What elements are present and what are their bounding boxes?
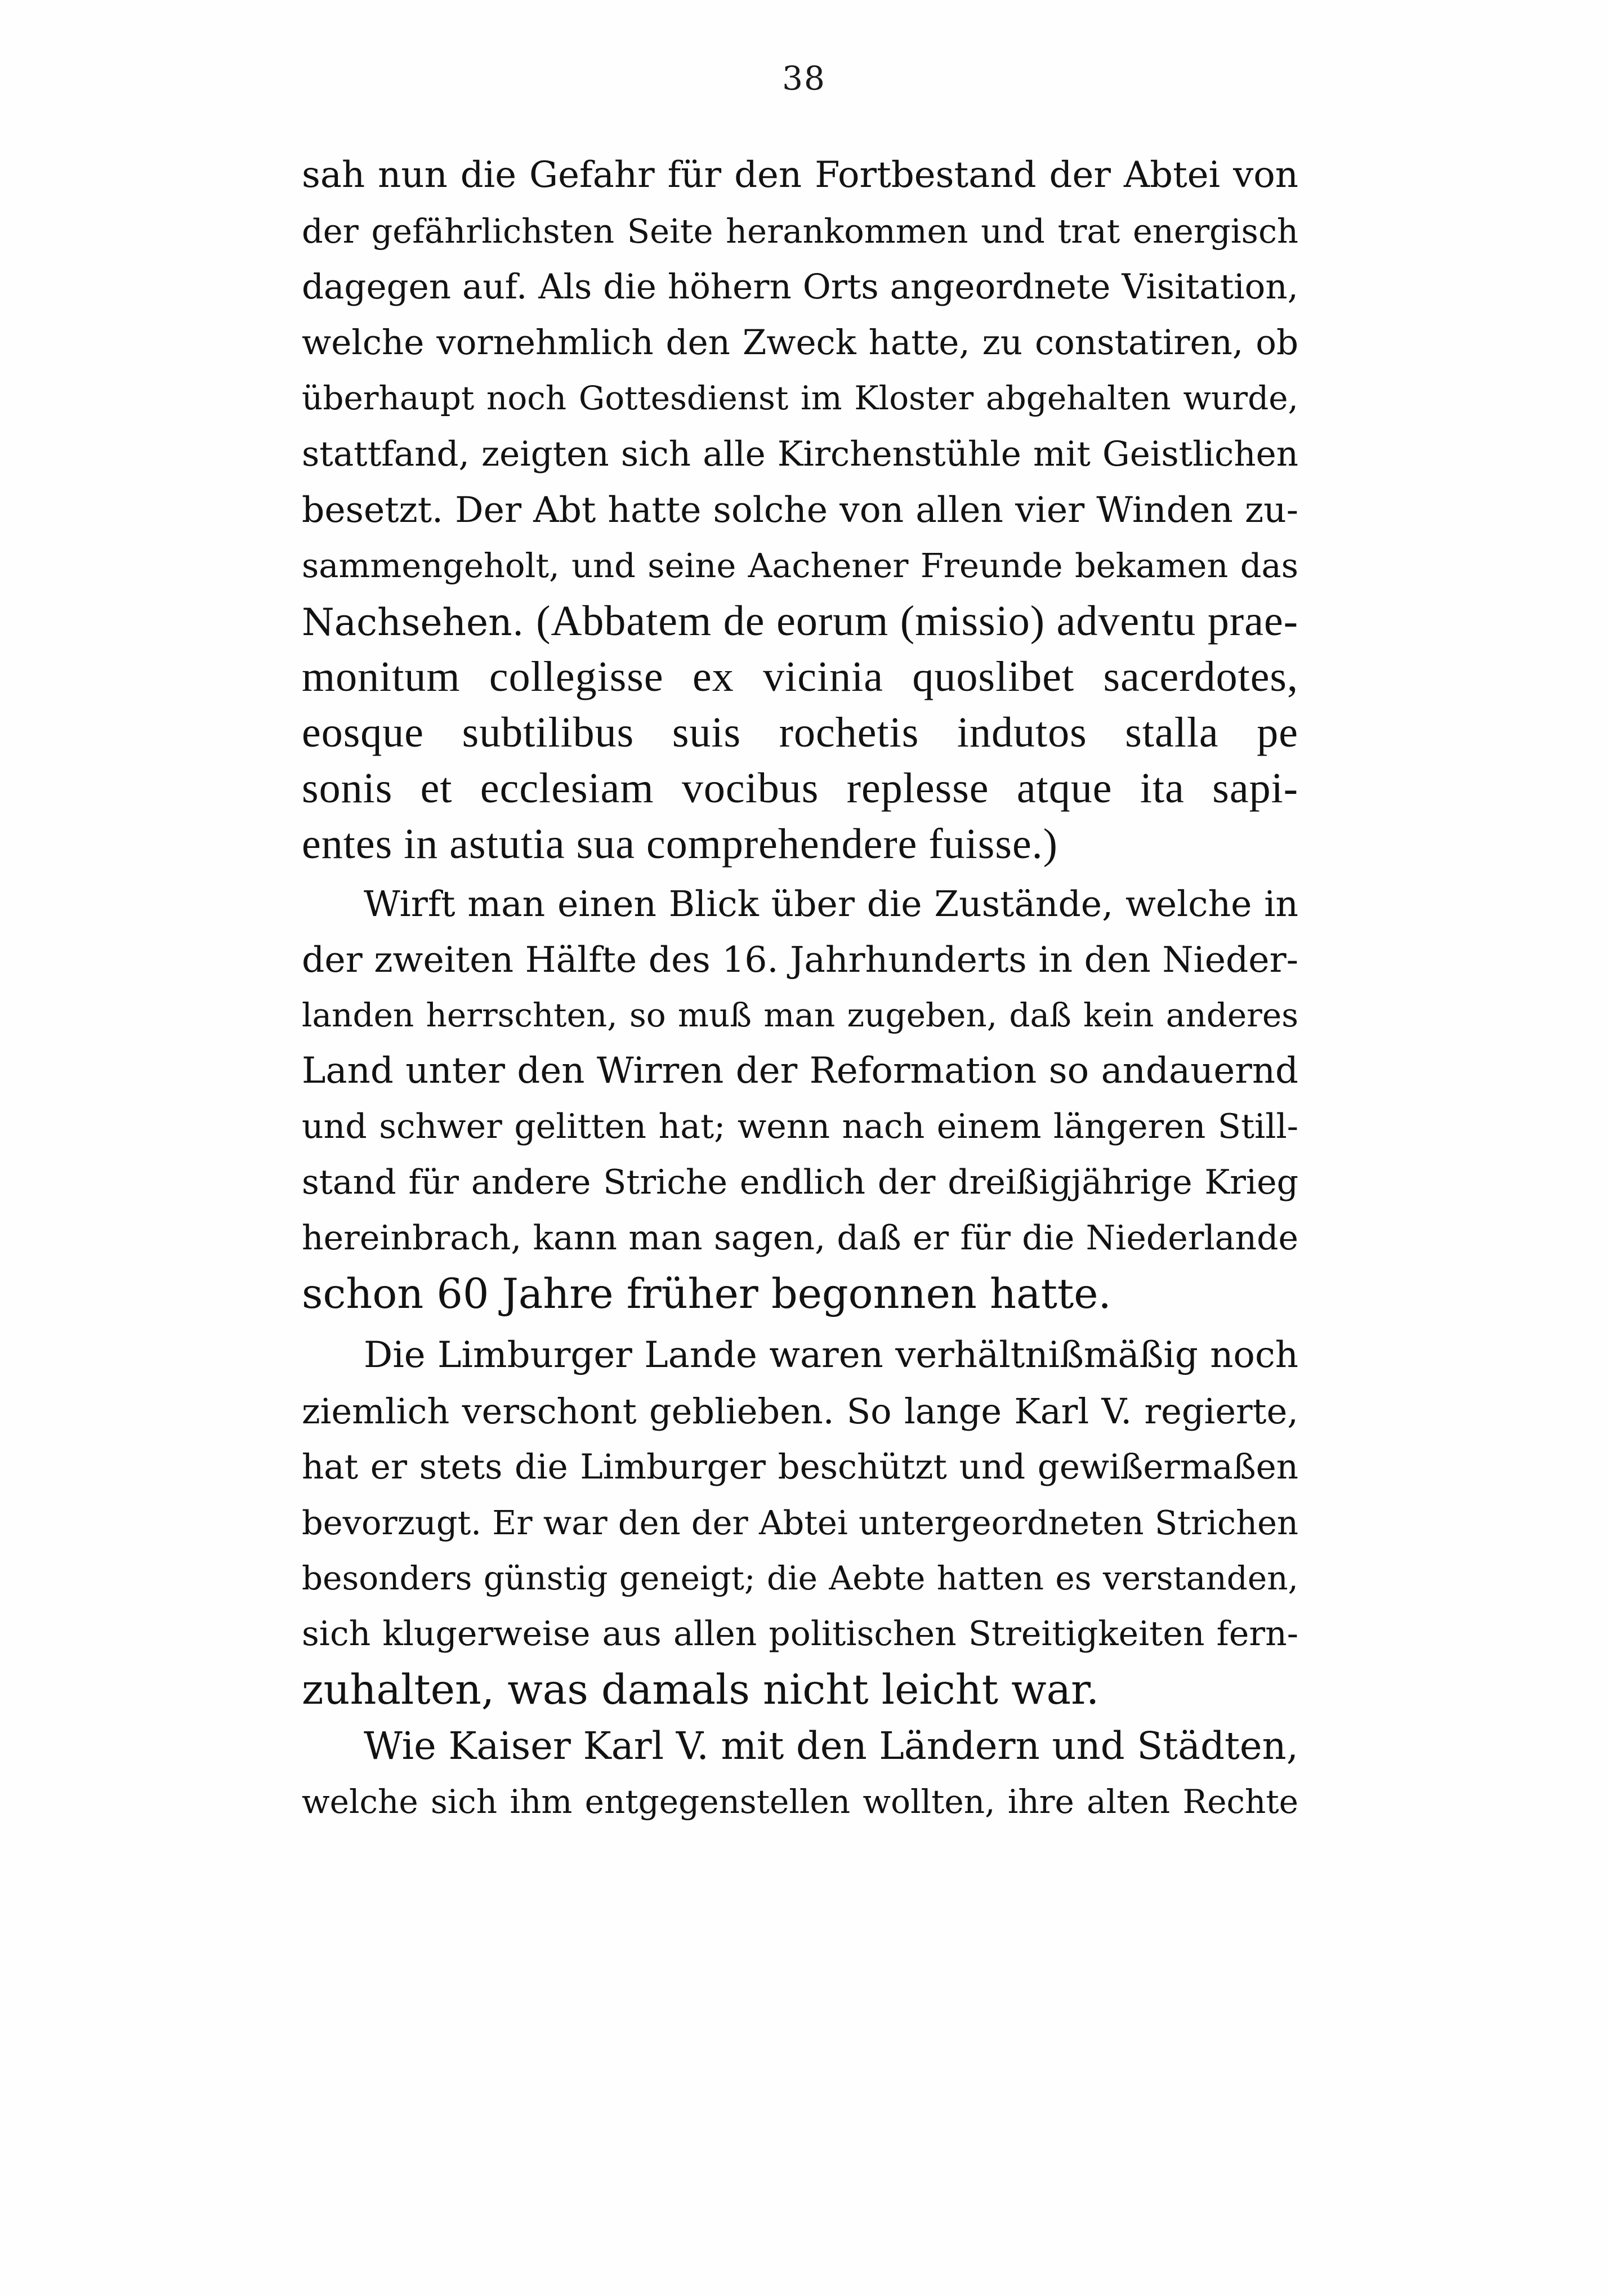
text-line: stand für andere Striche endlich der dreißigjährige Krieg bbox=[302, 1163, 1298, 1202]
text-line: Land unter den Wirren der Reformation so andauernd bbox=[302, 1050, 1298, 1092]
text-line-latin: sonis et ecclesiam vocibus replesse atque ita sapi- bbox=[302, 765, 1298, 812]
text-line-latin: entes in astutia sua comprehendere fuisse.) bbox=[302, 820, 1058, 868]
text-line: bevorzugt. Er war den der Abtei untergeordneten Strichen bbox=[302, 1503, 1298, 1542]
page-number: 38 bbox=[782, 59, 826, 97]
text-line: besetzt. Der Abt hatte solche von allen vier Winden zu- bbox=[302, 489, 1298, 530]
text-line-latin: monitum collegisse ex vicinia quoslibet sacerdotes, bbox=[302, 653, 1298, 700]
text-line-latin: eosque subtilibus suis rochetis indutos stalla pe bbox=[302, 709, 1298, 756]
text-line: Wie Kaiser Karl V. mit den Ländern und Städten, bbox=[364, 1724, 1298, 1768]
paragraph-3 bbox=[302, 1328, 1298, 1718]
paragraph-2 bbox=[302, 876, 1298, 1322]
text-line: der zweiten Hälfte des 16. Jahrhunderts in den Nieder- bbox=[302, 939, 1298, 980]
text-line: Wirft man einen Blick über die Zustände, welche in bbox=[364, 883, 1298, 924]
text-line: welche sich ihm entgegenstellen wollten, ihre alten Rechte bbox=[302, 1783, 1298, 1821]
paragraph-1 bbox=[302, 148, 1298, 872]
text-line-latin: Nachsehen. (Abbatem de eorum (missio) adventu prae- bbox=[302, 597, 1298, 645]
text-line: welche vornehmlich den Zweck hatte, zu constatiren, ob bbox=[302, 323, 1298, 363]
text-line: der gefährlichsten Seite herankommen und trat energisch bbox=[302, 212, 1298, 251]
text-line: stattfand, zeigten sich alle Kirchenstühle mit Geistlichen bbox=[302, 434, 1298, 474]
text-line: hat er stets die Limburger beschützt und gewißermaßen bbox=[302, 1447, 1298, 1487]
text-line: und schwer gelitten hat; wenn nach einem längeren Still- bbox=[302, 1107, 1298, 1146]
text-line: sich klugerweise aus allen politischen Streitigkeiten fern- bbox=[302, 1614, 1298, 1654]
text-line: ziemlich verschont geblieben. So lange Karl V. regierte, bbox=[302, 1391, 1298, 1432]
text-line: zuhalten, was damals nicht leicht war. bbox=[302, 1666, 1100, 1714]
text-line: dagegen auf. Als die höhern Orts angeordnete Visitation, bbox=[302, 267, 1298, 307]
text-line: überhaupt noch Gottesdienst im Kloster abgehalten wurde, bbox=[302, 379, 1298, 417]
text-line: hereinbrach, kann man sagen, daß er für die Niederlande bbox=[302, 1218, 1298, 1258]
text-line: Die Limburger Lande waren verhältnißmäßig noch bbox=[364, 1334, 1298, 1376]
text-line: sammengeholt, und seine Aachener Freunde bekamen das bbox=[302, 546, 1298, 585]
text-line: besonders günstig geneigt; die Aebte hatten es verstanden, bbox=[302, 1559, 1298, 1597]
paragraph-4 bbox=[302, 1718, 1298, 1830]
text-line: schon 60 Jahre früher begonnen hatte. bbox=[302, 1270, 1111, 1318]
text-line: landen herrschten, so muß man zugeben, daß kein anderes bbox=[302, 996, 1298, 1034]
text-line: sah nun die Gefahr für den Fortbestand der Abtei von bbox=[302, 154, 1298, 196]
